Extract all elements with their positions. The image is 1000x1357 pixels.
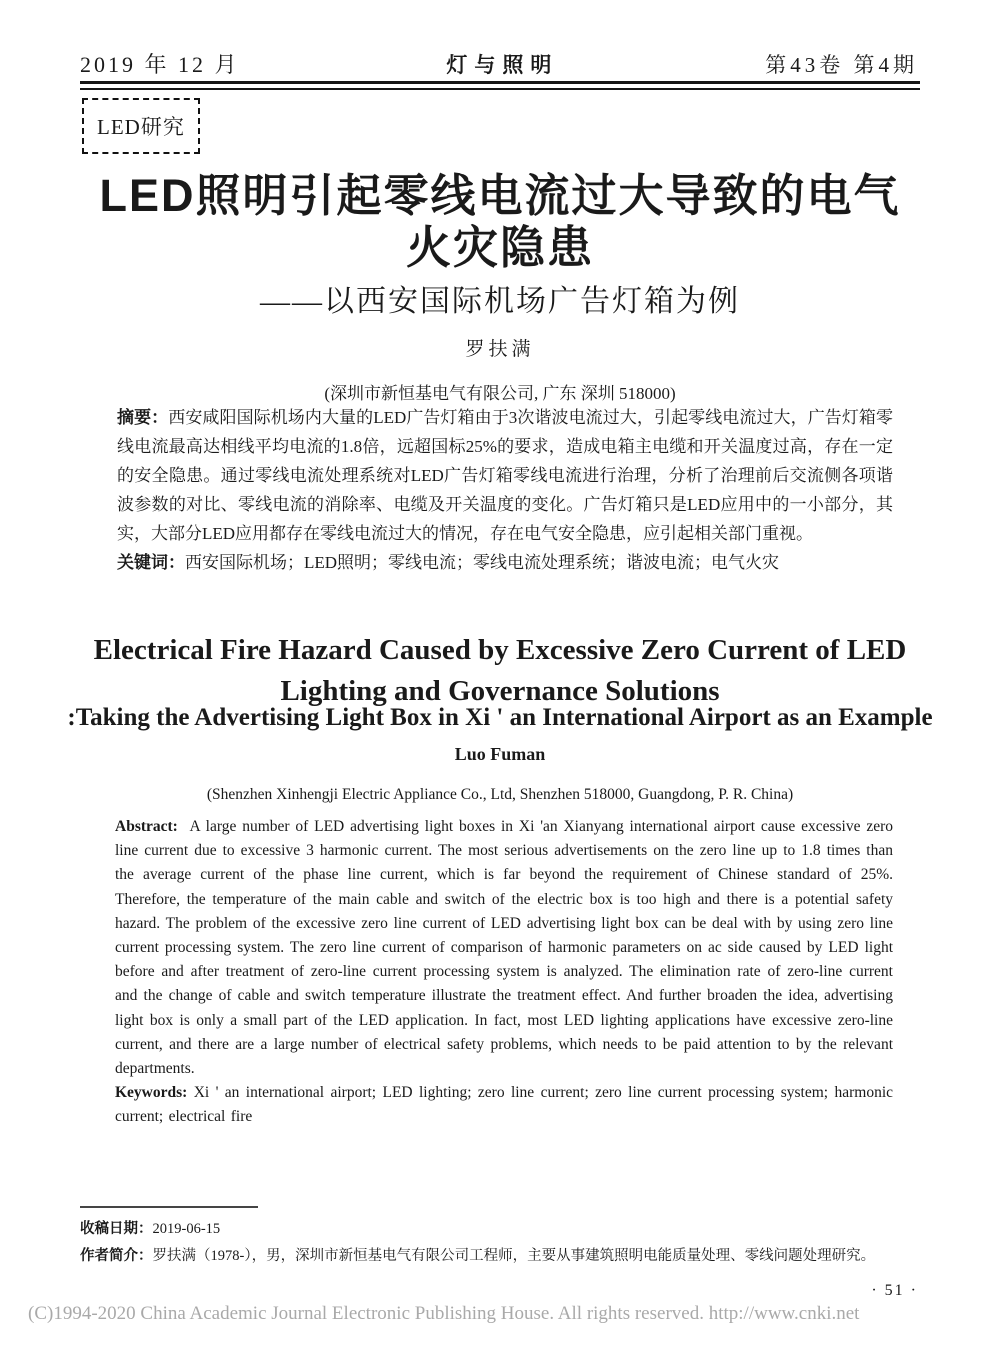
author-bio-text: 罗扶满（1978-），男，深圳市新恒基电气有限公司工程师，主要从事建筑照明电能质量处理、零线问题处理研究。 (152, 1248, 876, 1264)
abstract-paragraph-en (115, 815, 893, 1081)
journal-title: 灯与照明 (446, 54, 559, 77)
journal-header (80, 48, 918, 79)
article-title-en (0, 630, 1000, 712)
article-title-cn-line1: LED照明引起零线电流过大导致的电气 (99, 170, 901, 221)
page-number: · 51 · (871, 1282, 918, 1299)
keywords-paragraph-cn (117, 548, 893, 577)
received-date-label: 收稿日期： (80, 1221, 153, 1237)
author-name-cn: 罗扶满 (465, 339, 535, 360)
abstract-section-en (115, 815, 893, 1130)
author-bio-line (80, 1243, 920, 1270)
column-tag-label: LED研究 (97, 115, 185, 139)
volume-issue: 第43卷 第4期 (765, 53, 918, 77)
abstract-section-cn (117, 403, 893, 577)
keywords-text-cn: 西安国际机场；LED照明；零线电流；零线电流处理系统；谐波电流；电气火灾 (185, 553, 780, 572)
abstract-label-en: Abstract: (115, 818, 178, 835)
abstract-text-en: A large number of LED advertising light boxes in Xi 'an Xianyang international airport cause excessive zero line current due to excessive 3 harmonic current. The most serious advertisements on the zero line up to 1.8 times than the average current of the phase line current, which is far beyond the requirement of Chinese standard of 25%. Therefore, the temperature of the main cable and switch of the electric box is too high and there is a potential safety hazard. The problem of the excessive zero line current of LED advertising light box can be deal with by using zero line current processing system. The zero line current of comparison of harmonic parameters on ac side caused by LED light before and after treatment of zero-line current processing system is analyzed. The elimination rate of zero-line current and the change of cable and switch temperature illustrate the treatment effect. And further broaden the idea, advertising light box is only a small part of the LED application. In fact, most LED lighting applications have excessive zero-line current, and there are a large number of electrical safety problems, which needs to be paid attention to by the relevant departments. (115, 818, 893, 1078)
received-date-line (80, 1216, 920, 1243)
keywords-paragraph-en (115, 1081, 893, 1129)
received-date-value: 2019-06-15 (152, 1221, 221, 1237)
issue-date: 2019 年 12 月 (80, 52, 240, 77)
article-title-en-line1: Electrical Fire Hazard Caused by Excessive Zero Current of LED (93, 634, 907, 666)
keywords-label-en: Keywords: (115, 1084, 188, 1102)
abstract-text-cn: 西安咸阳国际机场内大量的LED广告灯箱由于3次谐波电流过大，引起零线电流过大，广告灯箱零线电流最高达相线平均电流的1.8倍，远超国标25%的要求，造成电箱主电缆和开关温度过高，存在一定的安全隐患。通过零线电流处理系统对LED广告灯箱零线电流进行治理，分析了治理前后交流侧各项谐波参数的对比、零线电流的消除率、电缆及开关温度的变化。广告灯箱只是LED应用中的一小部分，其实，大部分LED应用都存在零线电流过大的情况，存在电气安全隐患，应引起相关部门重视。 (117, 408, 894, 543)
keywords-label-cn: 关键词： (117, 553, 185, 572)
footnote-divider (80, 1206, 258, 1208)
article-subtitle-cn: ——以西安国际机场广告灯箱为例 (260, 285, 740, 318)
header-double-rule (80, 81, 920, 90)
affiliation-en: (Shenzhen Xinhengji Electric Appliance Co., Ltd, Shenzhen 518000, Guangdong, P. R. China) (206, 786, 794, 803)
article-title-cn (0, 170, 1000, 274)
article-title-cn-line2: 火灾隐患 (405, 222, 594, 273)
article-subtitle-en: :Taking the Advertising Light Box in Xi ' an International Airport as an Example (67, 704, 933, 731)
keywords-text-en: Xi ' an international airport; LED lighting; zero line current; zero line current processing system; harmonic current; electrical fire (115, 1084, 894, 1126)
column-tag-box (82, 98, 200, 154)
abstract-paragraph-cn (117, 403, 893, 548)
author-bio-label: 作者简介： (80, 1248, 153, 1264)
footnote-section (80, 1216, 920, 1270)
affiliation-cn: (深圳市新恒基电气有限公司, 广东 深圳 518000) (324, 384, 676, 403)
author-name-en: Luo Fuman (454, 744, 546, 764)
abstract-label-cn: 摘要： (117, 408, 169, 427)
article-title-en-line2: Lighting and Governance Solutions (280, 675, 720, 707)
cnki-watermark: (C)1994-2020 China Academic Journal Electronic Publishing House. All rights reserved. http://www.cnki.net (28, 1303, 860, 1324)
